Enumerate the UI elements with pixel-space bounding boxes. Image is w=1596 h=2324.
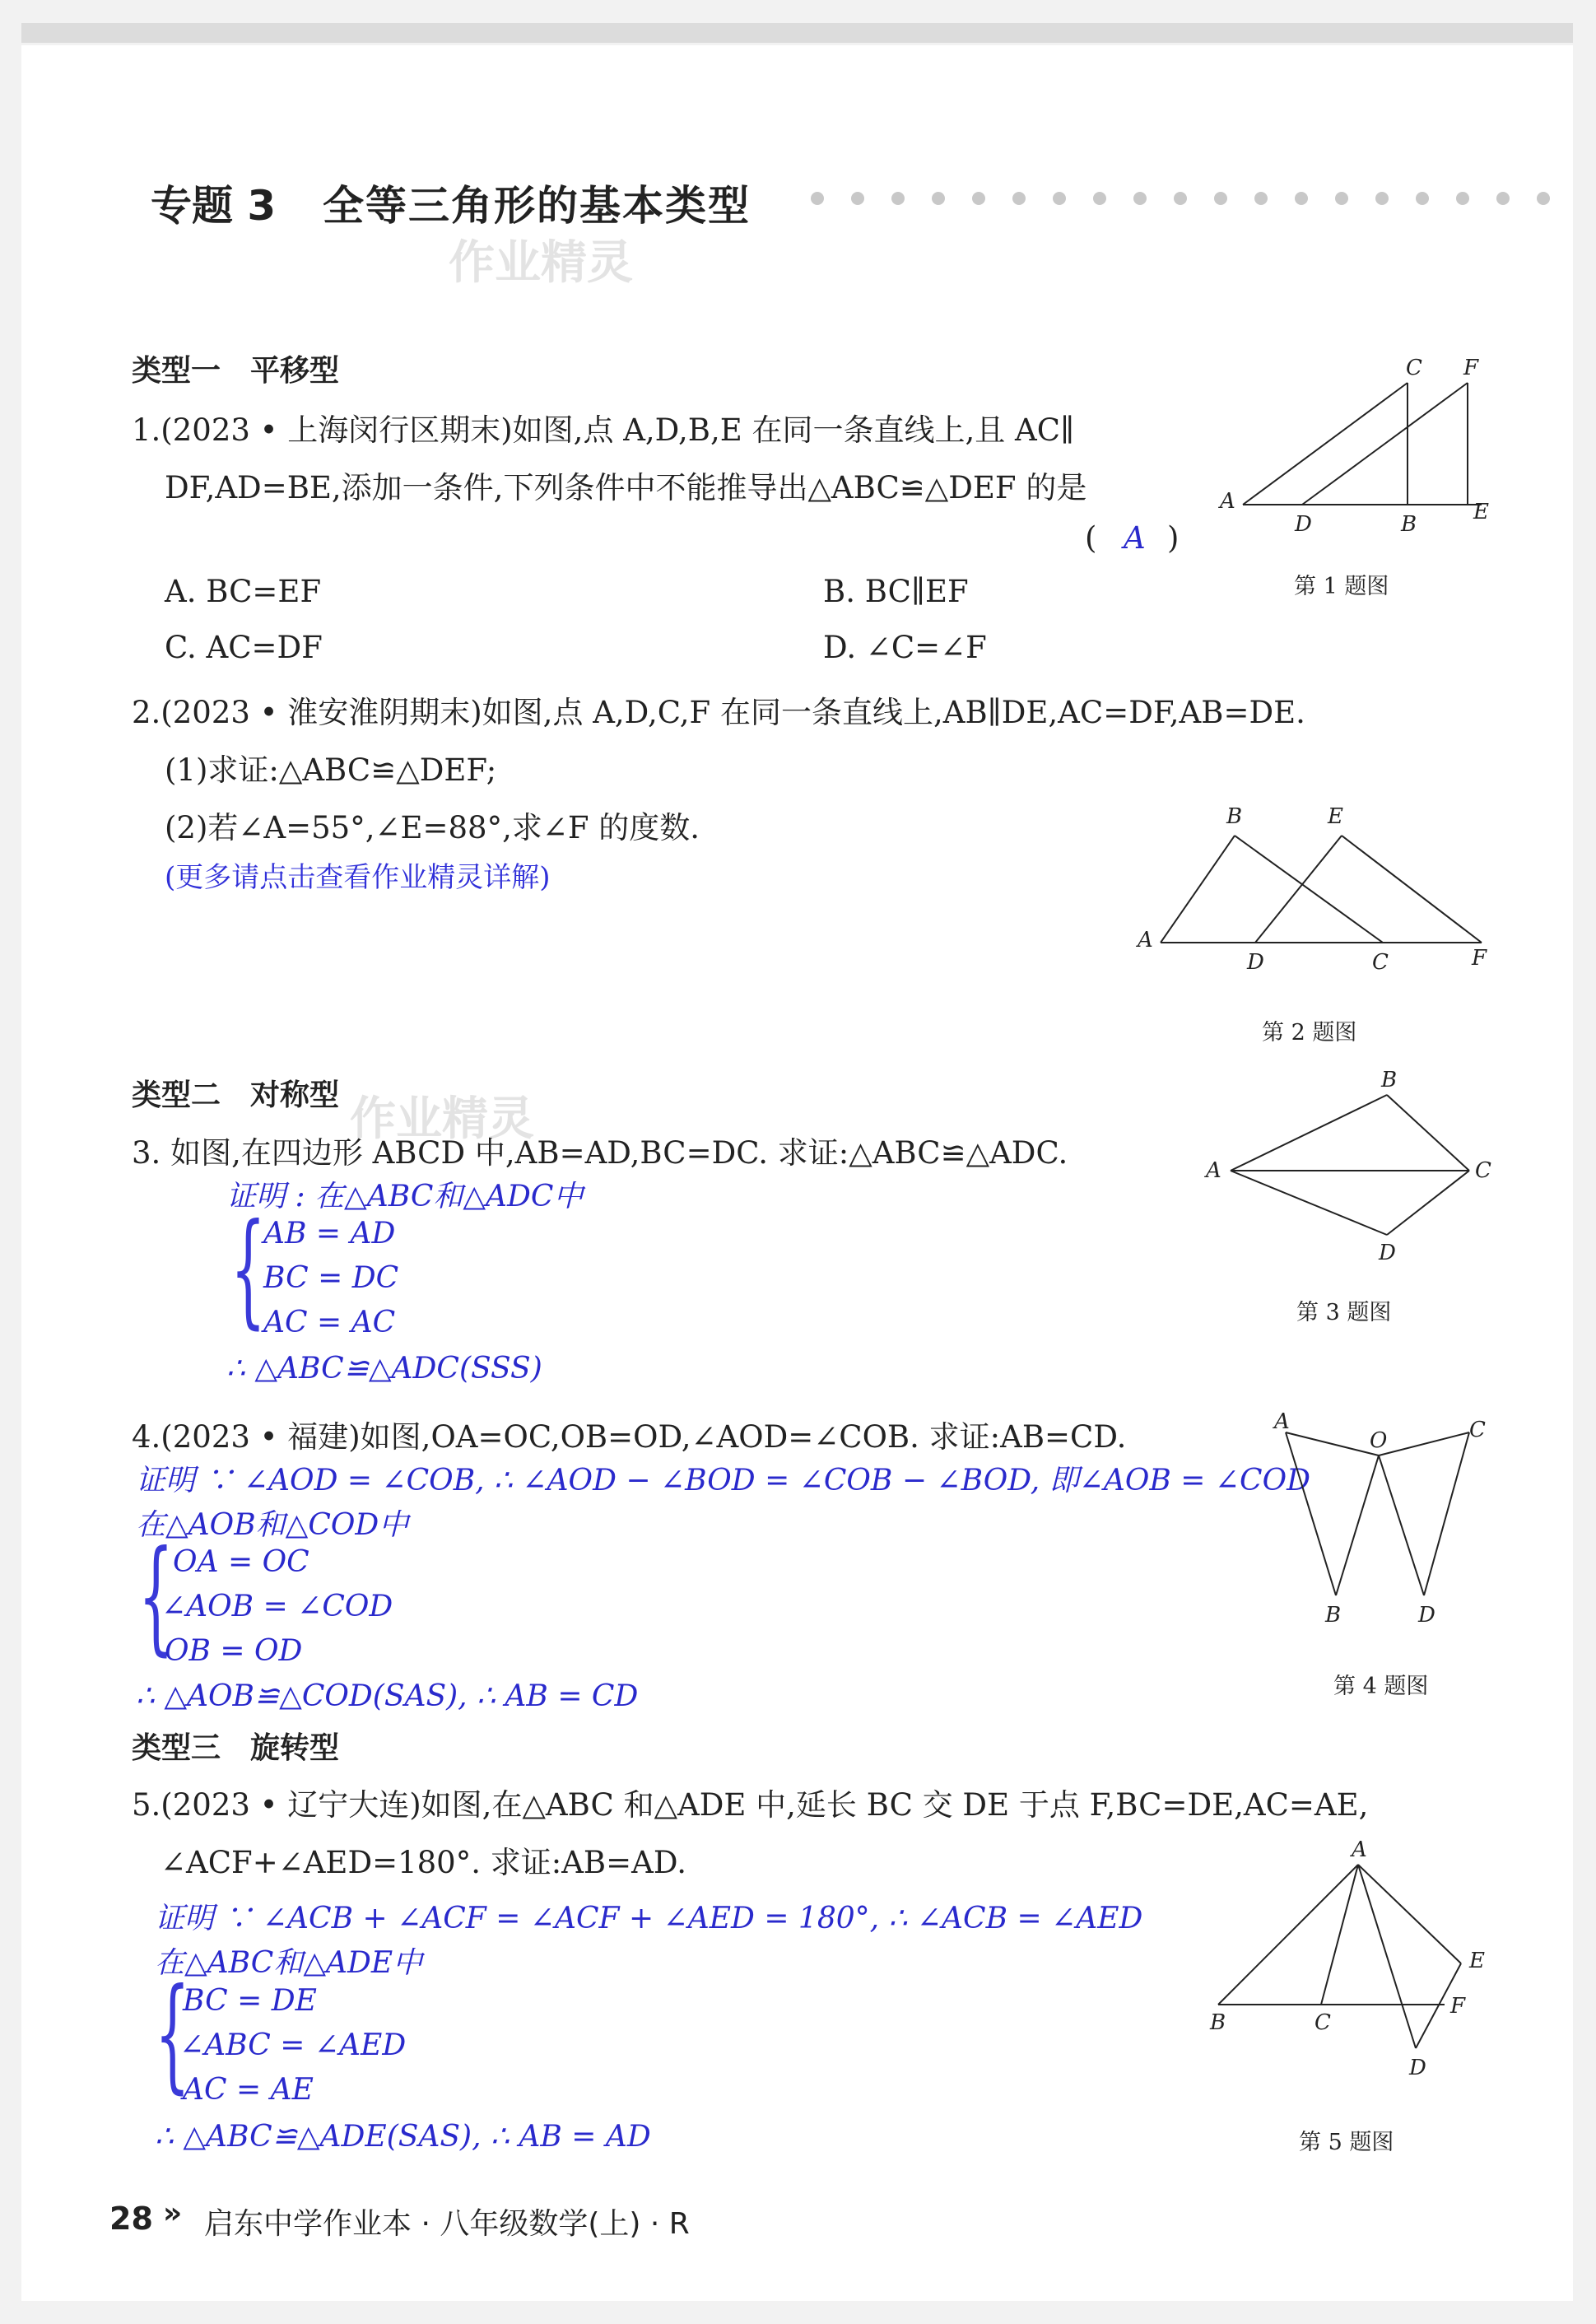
f4-label-b: B [1325,1603,1342,1628]
q1-option-b: B. BC∥EF [823,574,969,609]
f3-line-bc [1387,1095,1469,1171]
section-translation: 类型一 平移型 [132,354,340,388]
q1-answer: A [1124,520,1146,556]
q3-cond1: AB = AD [263,1217,396,1250]
f5-line-ac [1321,1865,1358,2005]
f5-label-e: E [1469,1949,1485,1973]
footer-book-title: 启东中学作业本 · 八年级数学(上) · R [204,2207,690,2241]
section-symmetry: 类型二 对称型 [132,1078,340,1112]
q5-conclusion: ∴ △ABC≌△ADE(SAS), ∴ AB = AD [155,2120,651,2154]
q5-proof-line2: 在△ABC和△ADE中 [155,1946,423,1980]
figure-5-caption: 第 5 题图 [1299,2130,1394,2155]
watermark: 作业精灵 [449,236,633,290]
f4-line-ab [1286,1432,1336,1595]
q2-part1: (1)求证:△ABC≌△DEF; [165,752,497,788]
figure-4-caption: 第 4 题图 [1333,1674,1429,1699]
f5-label-f: F [1450,1994,1466,2019]
figure-3 [1194,1070,1506,1276]
f4-line-od [1379,1455,1424,1595]
f5-line-ab [1218,1865,1358,2005]
q3-cond2: BC = DC [263,1261,399,1295]
f3-label-b: B [1381,1070,1398,1092]
figure-4 [1259,1400,1506,1630]
q1-bracket-close: ) [1167,520,1180,556]
f2-line-ef [1342,836,1482,943]
f4-label-o: O [1370,1428,1388,1453]
f2-line-de [1255,836,1342,943]
q4-proof-line2: 在△AOB和△COD中 [136,1508,409,1542]
topic-label: 专题 3 [151,182,277,230]
q5-line2: ∠ACF+∠AED=180°. 求证:AB=AD. [161,1845,686,1880]
f2-label-f: F [1472,946,1487,971]
top-edge-bar [21,23,1573,43]
f2-label-c: C [1372,950,1389,975]
figure-1-caption: 第 1 题图 [1294,574,1389,599]
f1-label-d: D [1295,512,1312,535]
q1-line2: DF,AD=BE,添加一条件,下列条件中不能推导出△ABC≌△DEF 的是 [165,470,1087,505]
q5-cond3: AC = AE [183,2073,314,2107]
q3-conclusion: ∴ △ABC≌△ADC(SSS) [226,1352,542,1386]
f1-line-ac [1243,383,1408,505]
f2-line-bc [1235,836,1383,943]
q5-brace: { [155,1963,190,2106]
q1-line1: 1.(2023 • 上海闵行区期末)如图,点 A,D,B,E 在同一条直线上,且 AC∥ [132,412,1075,448]
q1-option-d: D. ∠C=∠F [823,630,987,665]
footer-arrow-icon: » [163,2196,183,2230]
f4-line-dc [1424,1432,1469,1595]
f4-line-bo [1336,1455,1379,1595]
f5-label-a: A [1352,1837,1367,1862]
q4-conclusion: ∴ △AOB≌△COD(SAS), ∴ AB = CD [136,1679,639,1713]
f5-label-b: B [1210,2010,1226,2035]
q4-proof-line1: 证明 ∵ ∠AOD = ∠COB, ∴ ∠AOD − ∠BOD = ∠COB − ∠BOD, 即∠AOB = ∠COD [136,1464,1310,1497]
figure-2-caption: 第 2 题图 [1262,1020,1357,1046]
q4-line1: 4.(2023 • 福建)如图,OA=OC,OB=OD,∠AOD=∠COB. 求证:AB=CD. [132,1419,1127,1455]
q2-line1: 2.(2023 • 淮安淮阴期末)如图,点 A,D,C,F 在同一条直线上,AB∥DE,AC=DF,AB=DE. [132,695,1305,730]
q4-cond2: ∠AOB = ∠COD [161,1590,393,1623]
title-dots-decoration [811,192,1577,208]
page-title: 全等三角形的基本类型 [323,182,751,230]
f3-label-c: C [1475,1158,1491,1183]
f4-line-ao [1286,1432,1379,1455]
f4-label-a: A [1274,1409,1290,1434]
f2-line-ab [1161,836,1235,943]
figure-1 [1210,346,1506,535]
q1-option-a: A. BC=EF [165,574,322,609]
page-number: 28 [109,2201,153,2237]
f5-label-d: D [1409,2056,1426,2075]
q3-brace: { [230,1198,266,1341]
f1-label-c: C [1406,356,1422,380]
f3-label-d: D [1379,1241,1396,1265]
f2-label-d: D [1247,950,1264,975]
f1-label-f: F [1463,356,1479,380]
f1-label-b: B [1401,512,1417,535]
f1-label-a: A [1220,489,1235,514]
f3-line-dc [1387,1171,1469,1235]
f4-line-oc [1379,1432,1469,1455]
f2-label-a: A [1138,928,1153,952]
figure-2 [1128,799,1506,980]
f2-label-b: B [1226,804,1243,829]
q1-bracket-open: ( [1085,520,1097,556]
f1-label-e: E [1473,500,1489,524]
q2-part2: (2)若∠A=55°,∠E=88°,求∠F 的度数. [165,810,700,845]
q1-option-c: C. AC=DF [165,630,323,665]
f2-label-e: E [1328,804,1343,829]
f5-label-c: C [1314,2010,1331,2035]
q2-more-link[interactable]: (更多请点击查看作业精灵详解) [165,861,551,894]
section-rotation: 类型三 旋转型 [132,1731,340,1765]
watermark-2: 作业精灵 [350,1092,534,1146]
q4-brace: { [138,1525,174,1668]
q3-cond3: AC = AC [263,1306,396,1339]
q4-cond1: OA = OC [173,1545,309,1579]
f4-label-d: D [1418,1603,1435,1628]
q5-cond2: ∠ABC = ∠AED [179,2028,407,2062]
q5-proof-line1: 证明 ∵ ∠ACB + ∠ACF = ∠ACF + ∠AED = 180°, ∴ ∠ACB = ∠AED [155,1902,1143,1935]
f3-label-a: A [1206,1158,1221,1183]
f1-line-df [1302,383,1468,505]
f3-line-ad [1231,1171,1387,1235]
q4-cond3: OB = OD [165,1634,303,1668]
q5-cond1: BC = DE [183,1984,317,2018]
q5-line1: 5.(2023 • 辽宁大连)如图,在△ABC 和△ADE 中,延长 BC 交 DE 于点 F,BC=DE,AC=AE, [132,1787,1369,1823]
f4-label-c: C [1469,1418,1486,1442]
figure-3-caption: 第 3 题图 [1296,1300,1392,1325]
q3-proof-intro: 证明 : 在△ABC和△ADC中 [226,1180,584,1213]
q3-line1: 3. 如图,在四边形 ABCD 中,AB=AD,BC=DC. 求证:△ABC≌△ADC. [132,1135,1068,1171]
figure-5 [1194,1828,1506,2075]
f3-line-ab [1231,1095,1387,1171]
